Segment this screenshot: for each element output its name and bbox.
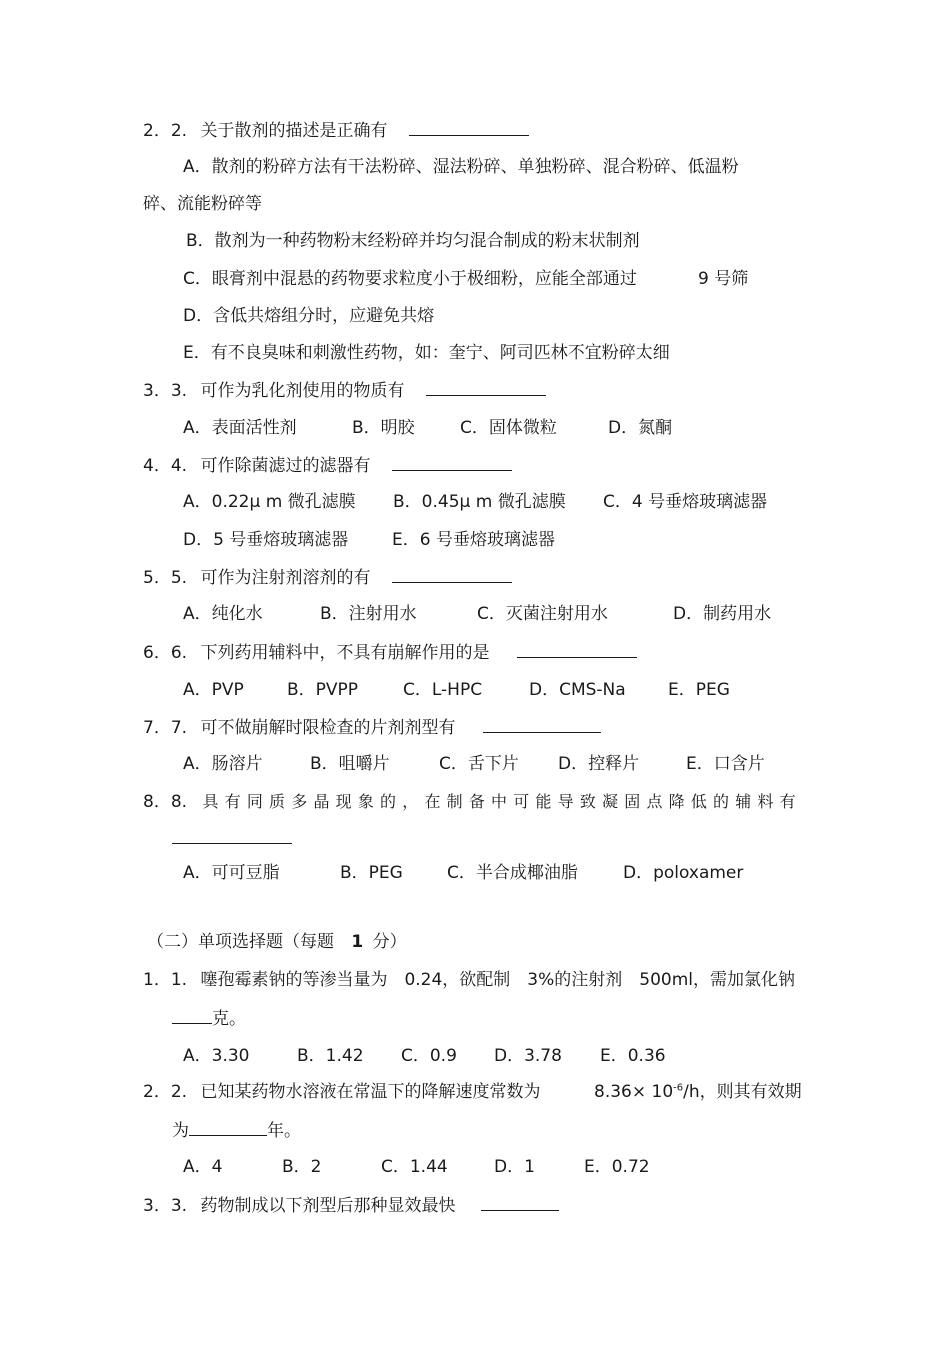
option: A．4 [183,1157,223,1177]
question-3-stem [143,379,546,402]
single-question-3-stem [143,1194,559,1217]
option: B．2 [282,1157,322,1177]
option-line: A．散剂的粉碎方法有干法粉碎、湿法粉碎、单独粉碎、混合粉碎、低温粉 [183,157,739,177]
option: A．0.22μ m 微孔滤膜 [183,492,356,512]
option: C．舌下片 [439,754,519,774]
option: C．半合成椰油脂 [447,863,578,883]
option: D．3.78 [494,1046,562,1066]
option: C．1.44 [381,1157,448,1177]
question-number: 6．6. [143,643,188,663]
option-line-continuation: 9 号筛 [698,269,749,289]
question-5-stem [143,566,512,589]
rate-value: 8.36× 10 [594,1082,674,1102]
option: A．3.30 [183,1046,250,1066]
option: B．明胶 [352,418,415,438]
question-number: 7．7. [143,718,188,738]
option: D．1 [494,1157,535,1177]
option: B．PVPP [287,680,359,700]
option: B．1.42 [297,1046,364,1066]
single-question-1-stem [143,969,795,991]
question-number: 1．1. [143,970,188,990]
option: B．咀嚼片 [310,754,390,774]
option: A．PVP [183,680,244,700]
answer-blank-line [172,827,292,850]
section-heading-suffix: 分） [372,932,407,952]
question-7-stem [143,716,601,739]
option: A．纯化水 [183,604,263,624]
section-points: 1 [351,932,364,952]
question-text: 噻孢霉素钠的等渗当量为 0.24，欲配制 3%的注射剂 500ml，需加氯化钠 [200,970,796,990]
question-text: 可作为注射剂溶剂的有 [200,568,371,588]
option: B．PEG [340,863,403,883]
option: A．可可豆脂 [183,863,280,883]
option: B．0.45μ m 微孔滤膜 [393,492,566,512]
option-line: 碎、流能粉碎等 [143,194,262,214]
option: C．固体微粒 [460,418,557,438]
question-text: 可作除菌滤过的滤器有 [200,456,371,476]
single-question-2-stem [143,1081,540,1103]
section-heading [147,931,407,953]
answer-blank[interactable] [517,641,637,658]
answer-blank[interactable] [483,716,601,733]
question-text: 药物制成以下剂型后那种显效最快 [200,1196,456,1216]
option: E．0.72 [584,1157,650,1177]
option: D．控释片 [558,754,640,774]
option: D．氮酮 [608,418,673,438]
question-number: 2．2. [143,1082,188,1102]
option: A．肠溶片 [183,754,263,774]
answer-blank[interactable] [189,1119,267,1136]
option: C．L-HPC [403,680,483,700]
question-8-stem [143,791,802,813]
option: B．注射用水 [320,604,417,624]
option: E．PEG [668,680,730,700]
option-line: D．含低共熔组分时，应避免共熔 [183,306,435,326]
question-number: 3．3. [143,381,188,401]
question-number: 3．3. [143,1196,188,1216]
option: E．口含片 [686,754,765,774]
option: E．6 号垂熔玻璃滤器 [392,530,555,550]
question-number: 4．4. [143,456,188,476]
option: C．4 号垂熔玻璃滤器 [603,492,768,512]
question-text: 关于散剂的描述是正确有 [200,121,388,141]
option: C．0.9 [401,1046,457,1066]
answer-blank[interactable] [409,119,529,136]
single-question-2-tail [172,1119,301,1142]
question-tail-prefix: 为 [172,1121,189,1141]
answer-blank[interactable] [172,827,292,844]
answer-blank[interactable] [172,1007,212,1024]
option: D．poloxamer [623,863,744,883]
answer-blank[interactable] [392,566,512,583]
option: D．CMS-Na [529,680,626,700]
question-number: 8．8. [143,792,188,812]
question-tail: 年。 [267,1121,301,1141]
option-line: C．眼膏剂中混悬的药物要求粒度小于极细粉，应能全部通过 [183,269,637,289]
question-tail: 克。 [212,1009,246,1029]
question-number: 5．5. [143,568,188,588]
answer-blank[interactable] [392,454,512,471]
answer-blank[interactable] [426,379,546,396]
question-number: 2．2. [143,121,188,141]
question-text: 可作为乳化剂使用的物质有 [200,381,405,401]
option-line: B．散剂为一种药物粉末经粉碎并均匀混合制成的粉末状制剂 [186,231,640,251]
section-heading-prefix: （二）单项选择题（每题 [147,932,334,952]
option: E．0.36 [600,1046,666,1066]
question-text: 具有同质多晶现象的，在制备中可能导致凝固点降低的辅料有 [202,792,802,811]
question-text: 可不做崩解时限检查的片剂剂型有 [200,718,456,738]
question-4-stem [143,454,512,477]
option: D．5 号垂熔玻璃滤器 [183,530,349,550]
question-text: 下列药用辅料中，不具有崩解作用的是 [200,643,490,663]
question-2-stem [143,119,529,142]
question-text: 已知某药物水溶液在常温下的降解速度常数为 [200,1082,541,1102]
rate-exponent: -6 [673,1082,684,1094]
option: C．灭菌注射用水 [477,604,608,624]
option-line: E．有不良臭味和刺激性药物，如：奎宁、阿司匹林不宜粉碎太细 [183,343,670,363]
question-6-stem [143,641,637,664]
rate-constant [594,1081,802,1103]
rate-unit: /h，则其有效期 [683,1082,802,1102]
option: D．制药用水 [673,604,772,624]
single-question-1-tail [172,1007,246,1030]
answer-blank[interactable] [481,1194,559,1211]
option: A．表面活性剂 [183,418,297,438]
